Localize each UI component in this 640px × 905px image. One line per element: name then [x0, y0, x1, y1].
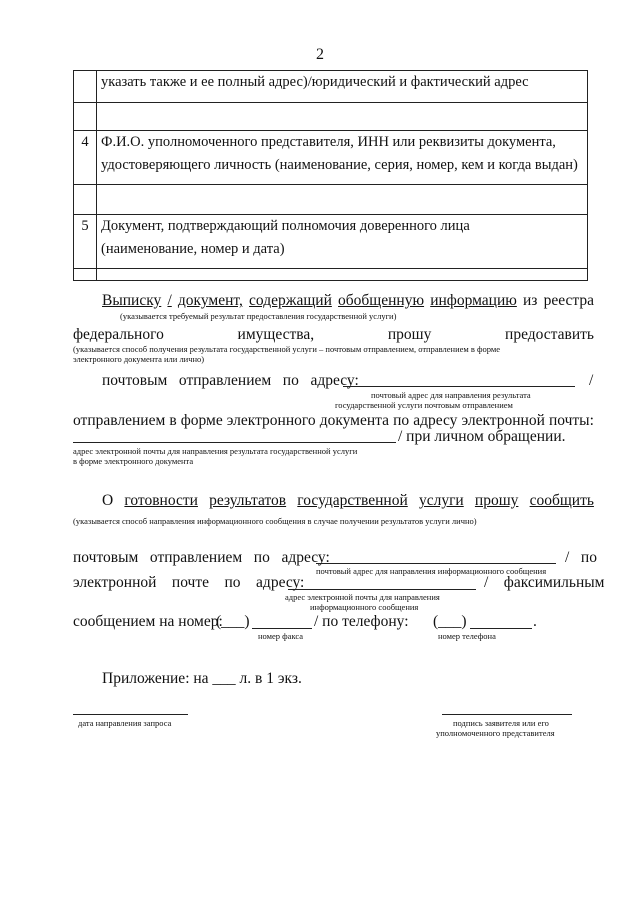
request-word: реестра [543, 292, 594, 309]
period: . [533, 613, 537, 630]
signature-field[interactable] [442, 714, 572, 715]
table-row [74, 185, 588, 215]
in-person-option: / при личном обращении. [398, 428, 566, 445]
request-word: документа [319, 412, 390, 429]
applicant-info-table [73, 70, 588, 281]
date-label: дата направления запроса [78, 718, 172, 728]
request-word: / [167, 292, 172, 309]
request-word: прошу [387, 326, 432, 343]
request-word: электронного [226, 412, 316, 429]
row-text [97, 215, 588, 269]
request-word: Выписку [102, 292, 162, 309]
request-word: из [523, 292, 538, 309]
request-word: федерального [73, 326, 164, 343]
row-number: 5 [74, 215, 97, 269]
row-text-line: (наименование, номер и дата) [101, 241, 285, 257]
table-row [74, 269, 588, 281]
request-hint: (указывается требуемый результат предоставления государственной услуги) [120, 311, 397, 321]
row-value-cell[interactable] [97, 185, 588, 215]
notify-word: готовности [124, 492, 198, 509]
row-text [97, 131, 588, 185]
request-word: содержащий [249, 292, 332, 309]
request-word: имущества, [237, 326, 315, 343]
notify-email-hint: адрес электронной почты для направления [285, 592, 440, 602]
request-word: предоставить [505, 326, 594, 343]
fax-label: сообщением на номер: [73, 613, 223, 630]
table-row [74, 103, 588, 131]
request-word: обобщенную [338, 292, 425, 309]
request-word: форме [180, 412, 223, 429]
notify-word: сообщить [529, 492, 594, 509]
request-word: адресу [413, 412, 458, 429]
email-hint: адрес электронной почты для направления результата государственной услуги [73, 446, 358, 456]
row-text-line: Документ, подтверждающий полномочия доверенного лица [101, 218, 470, 234]
notify-line-1 [102, 492, 594, 510]
notify-postal-hint: почтовый адрес для направления информационного сообщения [316, 566, 547, 576]
notify-hint: (указывается способ направления информационного сообщения в случае получении результатов услуги лично) [73, 516, 477, 526]
postal-address-hint: государственной услуги почтовым отправлением [335, 400, 513, 410]
table-row [74, 215, 588, 269]
request-word: отправлением [73, 412, 166, 429]
fax-number-field[interactable] [252, 628, 312, 629]
notify-word: услуги [418, 492, 464, 509]
notify-email-tail: / факсимильным [484, 574, 605, 591]
phone-area-code[interactable]: (___) [433, 613, 467, 630]
phone-hint: номер телефона [438, 631, 496, 641]
phone-label: / по телефону: [314, 613, 409, 630]
row-number [74, 71, 97, 103]
fax-hint: номер факса [258, 631, 304, 641]
notify-word: государственной [297, 492, 408, 509]
notify-word: О [102, 492, 114, 509]
row-text-line: удостоверяющего личность (наименование, серия, номер, кем и когда выдан) [101, 157, 578, 173]
request-word: в [169, 412, 177, 429]
postal-address-field[interactable] [343, 386, 575, 387]
page-number: 2 [316, 46, 324, 63]
slash: / [589, 372, 594, 389]
postal-delivery-label: почтовым отправлением по адресу: [102, 372, 359, 389]
request-word: информацию [430, 292, 517, 309]
signature-label: подпись заявителя или его [453, 718, 549, 728]
row-text-line: Ф.И.О. уполномоченного представителя, ИНН или реквизиты документа, [101, 134, 556, 150]
row-text: указать также и ее полный адрес)/юридический и фактический адрес [97, 71, 588, 103]
phone-number-field[interactable] [470, 628, 532, 629]
row-number [74, 103, 97, 131]
notify-email-field[interactable] [288, 589, 476, 590]
notify-word: прошу [474, 492, 519, 509]
fax-area-code[interactable]: (___) [216, 613, 250, 630]
notify-postal-label: почтовым отправлением по адресу: [73, 549, 330, 566]
notify-postal-tail: / по [565, 549, 597, 566]
row-number: 4 [74, 131, 97, 185]
email-hint: в форме электронного документа [73, 456, 194, 466]
notify-word: результатов [209, 492, 287, 509]
table-row [74, 71, 588, 103]
row-number [74, 185, 97, 215]
notify-email-hint: информационного сообщения [310, 602, 419, 612]
request-line-2 [73, 326, 594, 344]
request-line-1 [102, 292, 594, 310]
notify-postal-field[interactable] [316, 563, 556, 564]
date-field[interactable] [73, 714, 188, 715]
email-address-field[interactable] [73, 442, 396, 443]
signature-label: уполномоченного представителя [436, 728, 555, 738]
appendix-line: Приложение: на ___ л. в 1 экз. [102, 670, 302, 687]
request-word: почты: [548, 412, 594, 429]
notify-email-label: электронной почте по адресу: [73, 574, 305, 591]
delivery-method-hint: (указывается способ получения результата государственной услуги – почтовым отправлением, отправлением в форме [73, 344, 501, 354]
request-word: документ, [177, 292, 243, 309]
request-word: электронной [461, 412, 545, 429]
postal-address-hint: почтовый адрес для направления результата [371, 390, 531, 400]
request-word: по [393, 412, 410, 429]
row-value-cell[interactable] [97, 103, 588, 131]
delivery-method-hint: электронного документа или лично) [73, 354, 205, 364]
table-row [74, 131, 588, 185]
